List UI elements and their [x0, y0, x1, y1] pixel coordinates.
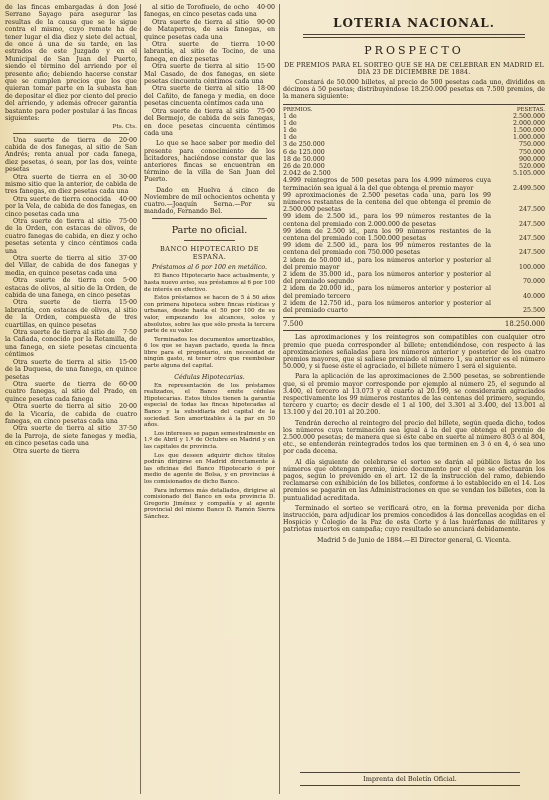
lot-item	[144, 63, 275, 85]
prize-row	[283, 285, 545, 299]
lot-description: Otra suerte de tierra conocida por la Vela, de cabida de dos fanegas, en cinco pesetas cada una	[5, 195, 137, 218]
bank-paragraph: Los intereses se pagan semestralmente en 1.º de Abril y 1.º de Octubre en Madrid y en las capitales de provincia.	[144, 430, 275, 450]
prize-row	[283, 120, 545, 127]
prize-row	[283, 257, 545, 271]
lot-description: al sitio de Torofiuelo, de ocho fanegas, en cinco pesetas cada una	[144, 4, 257, 19]
auction-closing: Lo que se hace saber por medio del presente para conocimiento de los licitadores, haciéndose constar que las anteriores fincas se encuentran en término de la villa de San Juan del Puerto.	[144, 140, 275, 184]
prize-amount: 1.500.000	[512, 127, 545, 135]
lot-description: Otra suerte de tierra al sitio de la Duquesa, de una fanega, en quince pesetas	[5, 358, 137, 381]
prize-row	[283, 213, 545, 227]
prize-amount: 900.000	[518, 155, 545, 163]
lot-item	[5, 255, 137, 277]
lottery-rule-paragraph: Las aproximaciones y los reintegros son compatibles con cualquier otro premio que pueda corresponder al billete; entendiéndose, con respecto á las aproximaciones señaladas para los números anterior y posterior de los cuatro premios mayores, que si saliese premiado el número 1, su anterior es el número 50.000, y si fuese éste el agraciado, el billete número 1 será el siguiente.	[283, 334, 545, 371]
prize-amount: 750.000	[518, 148, 545, 156]
lot-price: 7·50	[122, 329, 137, 337]
divider	[152, 218, 267, 219]
prize-row	[283, 141, 545, 148]
lot-item	[5, 196, 137, 218]
prize-amount: 100.000	[518, 263, 545, 271]
lot-price: 10·00	[256, 41, 275, 49]
prize-label: 2.042 de 2.500	[283, 170, 331, 178]
lot-item	[5, 329, 137, 359]
prize-amount: 520.000	[518, 163, 545, 171]
lot-item	[144, 41, 275, 63]
prize-label: 2 idem de 50.000 id., para los números anterior y posterior al del premio mayor	[283, 256, 491, 271]
lot-price: 18·00	[256, 85, 275, 93]
prize-amount: 750.000	[518, 141, 545, 149]
prize-row	[283, 134, 545, 141]
prize-label: 2 idem de 20.000 id., para los números anterior y posterior al del premiado tercero	[283, 285, 491, 300]
bank-paragraph: Terminados los documentos amortizables, 6 los que se hayan pactado, queda la finca libre para el propietario, sin necesidad de ningún gasto, ni tener otro que reembolsar parte alguna del capital.	[144, 336, 275, 370]
lot-item	[5, 448, 137, 455]
prize-amount: 40.000	[522, 292, 545, 300]
lot-item	[5, 299, 137, 329]
prize-row	[283, 228, 545, 242]
prospecto-heading: PROSPECTO	[364, 44, 464, 57]
prize-amount: 247.500	[518, 249, 545, 257]
lot-description: Otra suerte de tierra con estacas de olivos, al sitio de la Orden, de cabida de una fanega, en cinco pesetas	[5, 277, 137, 300]
prize-table	[283, 113, 545, 178]
prize-table-header	[283, 104, 545, 113]
column-left	[5, 4, 137, 455]
lot-list	[5, 137, 137, 455]
column-right	[283, 4, 545, 547]
prize-row	[283, 127, 545, 134]
lot-price: 90·00	[256, 18, 275, 26]
lot-item	[144, 108, 275, 138]
currency-header: Pts. Cts.	[112, 123, 137, 130]
lot-item	[5, 218, 137, 255]
lot-description: Otra suerte de tierra de cuatro fanegas, al sitio del Prado, en quince pesetas cada fanega	[5, 380, 137, 403]
lot-price: 75·00	[118, 217, 137, 225]
lot-item	[5, 174, 137, 196]
total-prizes: 7.500	[283, 320, 304, 329]
bank-paragraph: Para informes más detallados, dirigirse al comisionado del Banco en esta provincia D. Gregorio Jiménez y compañía y al agente provincial del mismo Banco D. Ramón Sierra Sánchez.	[144, 487, 275, 520]
lot-description: Otra suerte de tierra al sitio de la Vicaría, de cabida de cuatro fanegas, en cinco pesetas cada una	[5, 403, 137, 425]
prize-amount: 5.105.000	[512, 170, 545, 178]
prize-amount: 2.499.500	[512, 184, 545, 192]
lot-price: 15·00	[118, 299, 137, 307]
prize-amount: 70.000	[522, 278, 545, 286]
lot-price: 75·00	[256, 107, 275, 115]
lot-description: Otra suerte de tierra al sitio del Villar, de cabida de dos fanegas y media, en quince pesetas cada una	[5, 255, 137, 277]
column-rule	[279, 4, 280, 794]
prize-totals	[283, 317, 545, 331]
prospecto-subtitle: DE PREMIOS PARA EL SORTEO QUE SE HA DE CELEBRAR EN MADRID EL DIA 23 DE DICIEMBRE DE 1884.	[284, 62, 544, 76]
prize-row	[283, 149, 545, 156]
lottery-rule-paragraph: Para la aplicación de las aproximaciones de 2.500 pesetas, se sobrentiende que, si el premio mayor corresponde por ejemplo al número 25, el segundo al 3.400, el tercero al 13.073 y el cuarto al 20.199, se considerarán agraciados respectivamente los 99 números restantes de las centenas del primero, segundo, tercero y cuarto; es decir desde el 1 al 100, del 3.301 al 3.400, del 13.001 al 13.100 y del 20.101 al 20.200.	[283, 373, 545, 417]
prize-label: 2 idem de 35.000 id., para los números anterior y posterior al del premiado segundo	[283, 271, 491, 286]
double-rule	[303, 34, 525, 38]
prize-label: 1 de	[283, 112, 297, 120]
loans-subheading: Préstamos al 6 por 100 en metálico.	[151, 264, 268, 272]
auction-intro: de las fincas embargadas á don José Serrano Sayago para asegurar las resultas de la causa que se le sigue contra el mismo, cuyo remate ha de tener lugar el dia diez y siete del actual, de once á una de su tarde, en las estrados de este Juzgado y en el Municipal de San Juan del Puerto, siendo el término del arriendo por el presente año; debiendo hacerse constar que se cumplen precios que los que quieran tomar parte en la subasta han de depositar el diez por ciento del precio del arriendo, y además ofrecer garantía bastante para poder postular á las fincas siguientes:	[5, 4, 137, 123]
lot-price: 15·00	[256, 63, 275, 71]
lottery-rule-paragraph: Terminado el sorteo se verificará otro, en la forma prevenida por dicha instrucción, para adjudicar los premios concedidos á las doncellas acogidas en el Hospicio y Colegio de la Paz de esta Corte y á las huérfanas de militares y patriotas muertos en campaña; cuyo resultado se anunciará debidamente.	[283, 504, 545, 534]
auction-dated: Dado en Huelva á cinco de Noviembre de mil ochocientos ochenta y cuatro.—Joaquín Serna.—Por su mandado, Fernando Bel.	[144, 186, 275, 216]
prize-table-detail	[283, 177, 545, 314]
lot-price: 30·00	[118, 173, 137, 181]
lot-item	[5, 277, 137, 299]
prize-row	[283, 170, 545, 177]
lot-item	[5, 359, 137, 381]
lot-description: Otra suerte de tierra al sitio de la Cañada, conocido por la Retamilla, de una fanega, en siete pesetas cincuenta céntimos	[5, 329, 137, 359]
prize-label: 99 aproximaciones de 2.500 pesetas cada una, para los 99 números restantes de la centena del que obtenga el premio de 2.500.000 pesetas	[283, 191, 491, 214]
lot-description: Otra suerte de tierra labrantía, al sitio de Tocino, de una fanega, en diez pesetas	[144, 41, 275, 63]
prize-label: 2 idem de 12.750 id., para los números anterior y posterior al del premiado cuarto	[283, 299, 491, 315]
bank-paragraph: El Banco Hipotecario hace actualmente, y hasta nuevo aviso, sus préstamos al 6 por 100 de interés en efectivo.	[144, 273, 275, 293]
lot-price: 15·00	[118, 358, 137, 366]
bank-paragraph: Los que deseen adquirir dichos títulos podrán dirigirse en Madrid directamente á las oficinas del Banco Hipotecario ó por medio de agente de Bolsa, y en provincias á los comisionados de dicho Banco.	[144, 452, 275, 485]
prize-row	[283, 242, 545, 256]
lot-price: 37·00	[118, 255, 137, 262]
lottery-intro: Constará de 50.000 billetes, al precio de 500 pesetas cada uno, divididos en décimos á 50 pesetas; distribuyéndose 18.250.000 pesetas en 7.500 premios, de la manera siguiente:	[283, 79, 545, 101]
lottery-title: LOTERIA NACIONAL.	[333, 16, 495, 30]
prize-label: 3 de 250.000	[283, 141, 325, 149]
cedulas-subheading: Cédulas Hipotecarias.	[174, 373, 245, 381]
lot-price: 40·00	[118, 195, 137, 203]
lot-item	[5, 137, 137, 174]
divider	[184, 240, 235, 241]
lot-item	[5, 381, 137, 403]
lot-description: Otra suerte de tierra	[13, 447, 80, 455]
lot-item	[144, 4, 275, 19]
lot-price: 5·00	[122, 277, 137, 285]
prize-amount: 2.000.000	[512, 119, 545, 127]
prize-label: 99 idem de 2.500 id., para los 99 números restantes de la centena del premiado con 750.000 pesetas	[283, 242, 491, 257]
printer-imprint: Imprenta del Boletín Oficial.	[300, 772, 520, 786]
prize-amount: 247.500	[518, 235, 545, 243]
prize-label: 18 de 50.000	[283, 155, 325, 163]
prize-label: 1 de	[283, 134, 297, 142]
prize-row	[283, 300, 545, 314]
prize-amount: 25.500	[522, 307, 545, 315]
lot-description: Otra suerte de tierra al sitio del Cañito, de fanega y media, en doce pesetas cincuenta céntimos cada una	[144, 85, 275, 108]
bank-heading: BANCO HIPOTECARIO DE ESPAÑA.	[159, 245, 260, 262]
lot-item	[5, 403, 137, 425]
prize-amount: 1.000.000	[512, 134, 545, 142]
section-heading: Parte no oficial.	[171, 225, 248, 237]
lottery-rules	[283, 334, 545, 533]
lot-price: 60·00	[118, 380, 137, 388]
lottery-rule-paragraph: Al día siguiente de celebrarse el sorteo se darán al público listas de los números que obtengan premio, único documento por el que se efectuarán los pagos, según lo prevenido en el art. 12 de la instrucción del ramo, debiendo reclamarse con exhibición de los billetes, conforme á lo establecido en el 14. Los premios se pagarán en las Administraciones en que se vendan los billetes, con la puntualidad acreditada.	[283, 458, 545, 502]
lot-description: Una suerte de tierra de cabida de dos fanegas, al sitio de San Andrés; renta anual por cada fanega, diez pesetas, ó sean, por las dos, veinte pesetas	[5, 136, 137, 174]
lot-list	[144, 4, 275, 137]
lot-price: 20·00	[118, 136, 137, 144]
prize-row	[283, 192, 545, 214]
pesetas-column-label: PESETAS.	[516, 106, 545, 113]
prize-amount: 2.500.000	[512, 112, 545, 120]
lot-description: Otra suerte de tierra al sitio Mal Casado, de dos fanegas, en siete pesetas cincuenta céntimos cada una	[144, 63, 275, 86]
lot-description: Otra suerte de tierra al sitio de Mataperros, de seis fanegas, en quince pesetas cada una	[144, 18, 275, 41]
total-pesetas: 18.250.000	[504, 320, 545, 329]
column-rule	[140, 4, 141, 794]
prize-row	[283, 156, 545, 163]
lot-description: Otra suerte de tierra al sitio de la Orden, con estacas de olivos, de cuatro fanegas de cabida, en diez y ocho pesetas setenta y cinco céntimos cada una	[5, 217, 137, 255]
prize-label: 6 de 125.000	[283, 148, 325, 156]
lot-price: 40·00	[256, 4, 275, 11]
bank-paragraph: En representación de los préstamos realizados, el Banco emite cédulas Hipotecarias. Estos títulos tienen la garantía especial de todas las fincas hipotecadas al Banco y la subsidiaria del capital de la sociedad. Son amortizables á la par en 50 años.	[144, 382, 275, 429]
lot-item	[144, 19, 275, 41]
divider	[13, 133, 129, 134]
lot-item	[5, 425, 137, 447]
prize-row	[283, 113, 545, 120]
prize-row	[283, 163, 545, 170]
prize-label: 99 idem de 2.500 id., para los 99 números restantes de la centena del premiado con 2.000.000 de pesetas	[283, 213, 491, 228]
prize-label: 4.999 reintegros de 500 pesetas para los 4.999 números cuya terminación sea igual á la del que obtenga el premio mayor	[283, 177, 491, 192]
prize-label: 1 de	[283, 127, 297, 135]
lot-price: 37·50	[118, 425, 137, 433]
prize-label: 1 de	[283, 119, 297, 127]
lot-description: Otra suerte de tierra en el mismo sitio que la anterior, de cabida de tres fanegas, en diez pesetas cada una	[5, 173, 137, 196]
prize-label: 99 idem de 2.500 id., para los 99 números restantes de la centena del premiado con 1.500.000 pesetas	[283, 227, 491, 243]
prize-amount: 247.500	[518, 220, 545, 228]
bank-paragraph: Estos préstamos se hacen de 5 á 50 años con primera hipoteca sobre fincas rústicas y urbanas, desde hasta el 50 por 100 de su valor, empezando los alcances, solos y absolutos, sobre las que sólo presta la tercera parte de su valor.	[144, 295, 275, 335]
lot-description: Otra suerte de tierra al sitio del Bermejo, de cabida de seis fanegas, en doce pesetas cincuenta céntimos cada una	[144, 107, 275, 137]
lot-item	[144, 85, 275, 107]
footer	[300, 772, 520, 786]
lottery-rule-paragraph: Tendrán derecho al reintegro del precio del billete, según queda dicho, todos los números cuya terminación sea igual á la del que obtenga el premio de 2.500.000 pesetas; de manera que si éste cabe en suerte al número 803 ó al 804, etc., se entenderán reintegrados todos los que terminen en 3 ó en 4, ó sea uno por cada decena.	[283, 419, 545, 456]
prize-label: 26 de 20.000	[283, 163, 325, 171]
prize-row	[283, 177, 545, 191]
lot-description: Otra suerte de tierra labrantía, con estacas de olivos, al sitio de la Orden, compuesta de tres cuartillas, en quince pesetas	[5, 299, 137, 329]
lot-description: Otra suerte de tierra al sitio de la Parroja, de siete fanegas y media, en cinco pesetas cada una	[5, 425, 137, 448]
prizes-column-label: PREMIOS.	[283, 106, 313, 113]
prize-row	[283, 271, 545, 285]
lot-price: 20·00	[118, 403, 137, 411]
column-middle	[144, 4, 275, 523]
lottery-signature: Madrid 5 de Junio de 1884.—El Director general, G. Vicenta.	[316, 536, 512, 544]
prize-amount: 247.500	[518, 206, 545, 214]
